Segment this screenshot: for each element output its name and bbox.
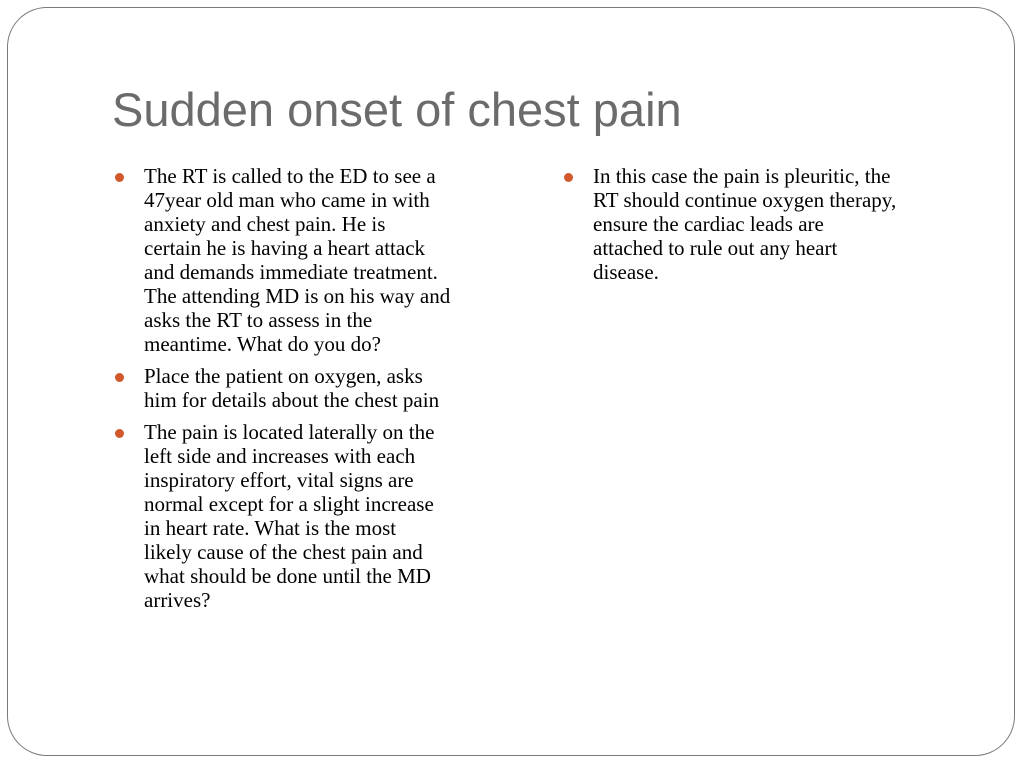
bullet-dot-icon [115, 373, 124, 382]
bullet-text: The pain is located laterally on the left side and increases with each inspiratory effort, vital signs are normal except for a slight increase in heart rate. What is the most likely cause of the chest pain and what should be done until the MD arrives? [144, 420, 435, 612]
bullet-item [561, 164, 981, 284]
left-bullet-list [112, 164, 516, 620]
right-bullet-list [561, 164, 981, 292]
bullet-item [112, 164, 516, 356]
bullet-text: Place the patient on oxygen, asks him for details about the chest pain [144, 364, 440, 412]
bullet-item [112, 364, 516, 412]
bullet-text: In this case the pain is pleuritic, the RT should continue oxygen therapy, ensure the cardiac leads are attached to rule out any heart disease. [593, 164, 897, 284]
bullet-text: The RT is called to the ED to see a 47year old man who came in with anxiety and chest pain. He is certain he is having a heart attack and demands immediate treatment. The attending MD is on his way and asks the RT to assess in the meantime. What do you do? [144, 164, 451, 356]
bullet-dot-icon [115, 173, 124, 182]
slide-title: Sudden onset of chest pain [112, 83, 682, 136]
bullet-item [112, 420, 516, 612]
bullet-dot-icon [564, 173, 573, 182]
bullet-dot-icon [115, 429, 124, 438]
